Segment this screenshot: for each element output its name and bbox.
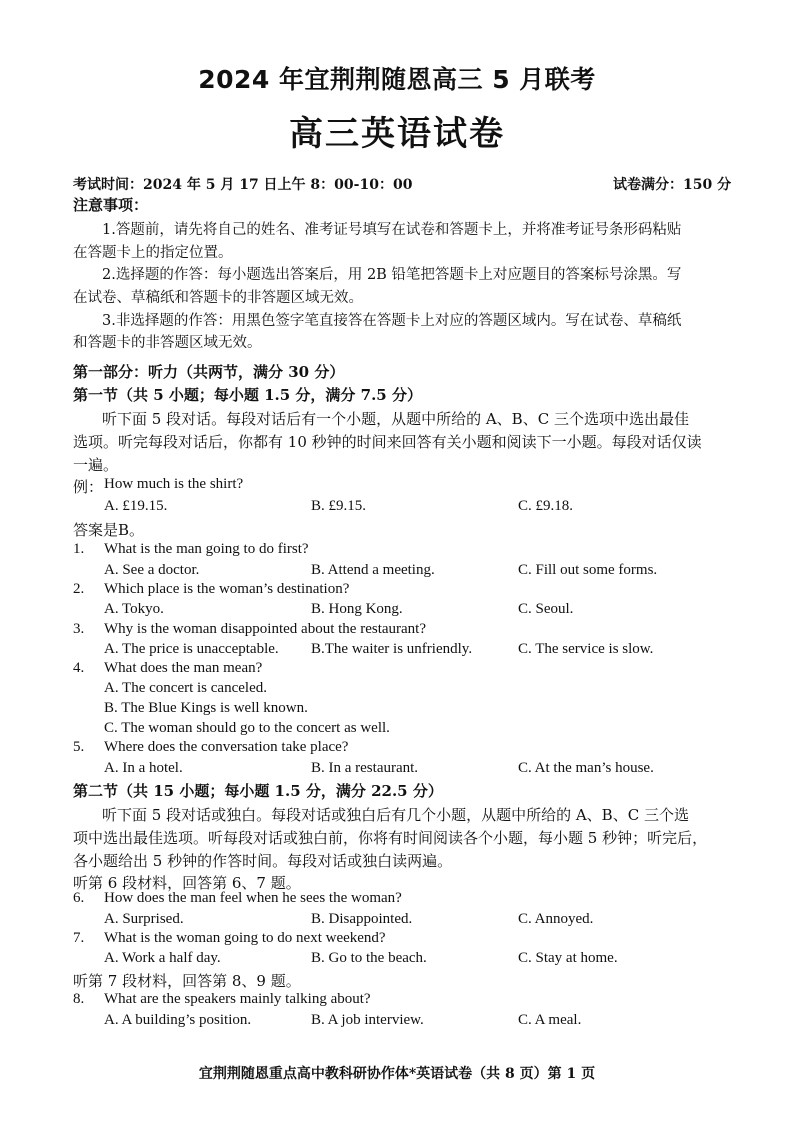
notes-heading: 注意事项： <box>73 196 149 214</box>
note-3-line-1: 3.非选择题的作答：用黑色签字笔直接答在答题卡上对应的答题区域内。写在试卷、草稿纸 <box>102 313 682 329</box>
option-c: C. Stay at home. <box>518 950 618 966</box>
option-b: B. Go to the beach. <box>311 950 427 966</box>
question-text: How does the man feel when he sees the woman? <box>104 890 402 906</box>
example-option-b: B. £9.15. <box>311 498 367 514</box>
question-text: Where does the conversation take place? <box>104 739 349 755</box>
option-c: C. Annoyed. <box>518 911 594 927</box>
note-2-line-1: 2.选择题的作答：每小题选出答案后，用 2B 铅笔把答题卡上对应题目的答案标号涂黑。写 <box>102 267 682 283</box>
option-c: C. The service is slow. <box>518 641 654 657</box>
option-a: A. Work a half day. <box>104 950 221 966</box>
example-option-a: A. £19.15. <box>104 498 168 514</box>
question-text: Why is the woman disappointed about the restaurant? <box>104 621 426 637</box>
option-b: B. Disappointed. <box>311 911 413 927</box>
option-a: A. The price is unacceptable. <box>104 641 279 657</box>
question-text: What is the woman going to do next weekend? <box>104 930 386 946</box>
question-number: 6. <box>73 890 85 906</box>
section1-instructions-line-3: 一遍。 <box>73 456 119 474</box>
option-a: A. Surprised. <box>104 911 184 927</box>
option-b: B. Attend a meeting. <box>311 562 435 578</box>
question-number: 7. <box>73 930 85 946</box>
option-b: B.The waiter is unfriendly. <box>311 641 473 657</box>
note-3-line-2: 和答题卡的非答题区域无效。 <box>73 335 262 351</box>
question-text: What are the speakers mainly talking about? <box>104 991 371 1007</box>
note-1-line-1: 1.答题前，请先将自己的姓名、准考证号填写在试卷和答题卡上，并将准考证号条形码粘贴 <box>102 222 682 238</box>
question-text: What is the man going to do first? <box>104 541 309 557</box>
question-number: 2. <box>73 581 85 597</box>
option-c: C. A meal. <box>518 1012 582 1028</box>
question-text: What does the man mean? <box>104 660 263 676</box>
section1-instructions-line-1: 听下面 5 段对话。每段对话后有一个小题，从题中所给的 A、B、C 三个选项中选出最佳 <box>102 410 689 428</box>
option-a: A. A building’s position. <box>104 1012 252 1028</box>
section2-instructions-line-3: 各小题给出 5 秒钟的作答时间。每段对话或独白读两遍。 <box>73 852 453 870</box>
material-6-instruction: 听第 6 段材料，回答第 6、7 题。 <box>73 874 301 892</box>
example-option-c: C. £9.18. <box>518 498 574 514</box>
option-c: C. Fill out some forms. <box>518 562 658 578</box>
exam-time: 考试时间：2024 年 5 月 17 日上午 8：00-10：00 <box>73 177 413 193</box>
option-c: C. Seoul. <box>518 601 574 617</box>
part1-heading: 第一部分：听力（共两节，满分 30 分） <box>73 363 345 381</box>
option-c: C. At the man’s house. <box>518 760 654 776</box>
question-number: 1. <box>73 541 85 557</box>
section1-instructions-line-2: 选项。听完每段对话后，你都有 10 秒钟的时间来回答有关小题和阅读下一小题。每段对话仅读 <box>73 433 702 451</box>
option-b: B. The Blue Kings is well known. <box>104 700 308 716</box>
exam-title: 2024 年宜荆荆随恩高三 5 月联考 <box>198 65 596 94</box>
question-number: 3. <box>73 621 85 637</box>
option-b: B. Hong Kong. <box>311 601 403 617</box>
question-number: 5. <box>73 739 85 755</box>
option-b: B. A job interview. <box>311 1012 424 1028</box>
option-a: A. The concert is canceled. <box>104 680 267 696</box>
question-number: 4. <box>73 660 85 676</box>
section2-instructions-line-1: 听下面 5 段对话或独白。每段对话或独白后有几个小题，从题中所给的 A、B、C 三个选 <box>102 806 689 824</box>
exam-subtitle: 高三英语试卷 <box>289 114 505 154</box>
section1-heading: 第一节（共 5 小题；每小题 1.5 分，满分 7.5 分） <box>73 386 422 404</box>
note-2-line-2: 在试卷、草稿纸和答题卡的非答题区域无效。 <box>73 290 363 306</box>
section2-heading: 第二节（共 15 小题；每小题 1.5 分，满分 22.5 分） <box>73 782 443 800</box>
material-7-instruction: 听第 7 段材料，回答第 8、9 题。 <box>73 972 301 990</box>
full-score: 试卷满分：150 分 <box>613 177 732 193</box>
option-c: C. The woman should go to the concert as well. <box>104 720 390 736</box>
option-a: A. In a hotel. <box>104 760 183 776</box>
option-a: A. See a doctor. <box>104 562 200 578</box>
question-number: 8. <box>73 991 85 1007</box>
page-footer: 宜荆荆随恩重点高中教科研协作体*英语试卷（共 8 页）第 1 页 <box>198 1066 596 1082</box>
section2-instructions-line-2: 项中选出最佳选项。听每段对话或独白前，你将有时间阅读各个小题，每小题 5 秒钟；听完后， <box>73 829 708 847</box>
example-prefix: 例： <box>73 478 104 496</box>
option-b: B. In a restaurant. <box>311 760 419 776</box>
note-1-line-2: 在答题卡上的指定位置。 <box>73 245 233 261</box>
example-question: How much is the shirt? <box>104 476 244 492</box>
example-answer: 答案是B。 <box>73 521 145 539</box>
option-a: A. Tokyo. <box>104 601 164 617</box>
question-text: Which place is the woman’s destination? <box>104 581 350 597</box>
